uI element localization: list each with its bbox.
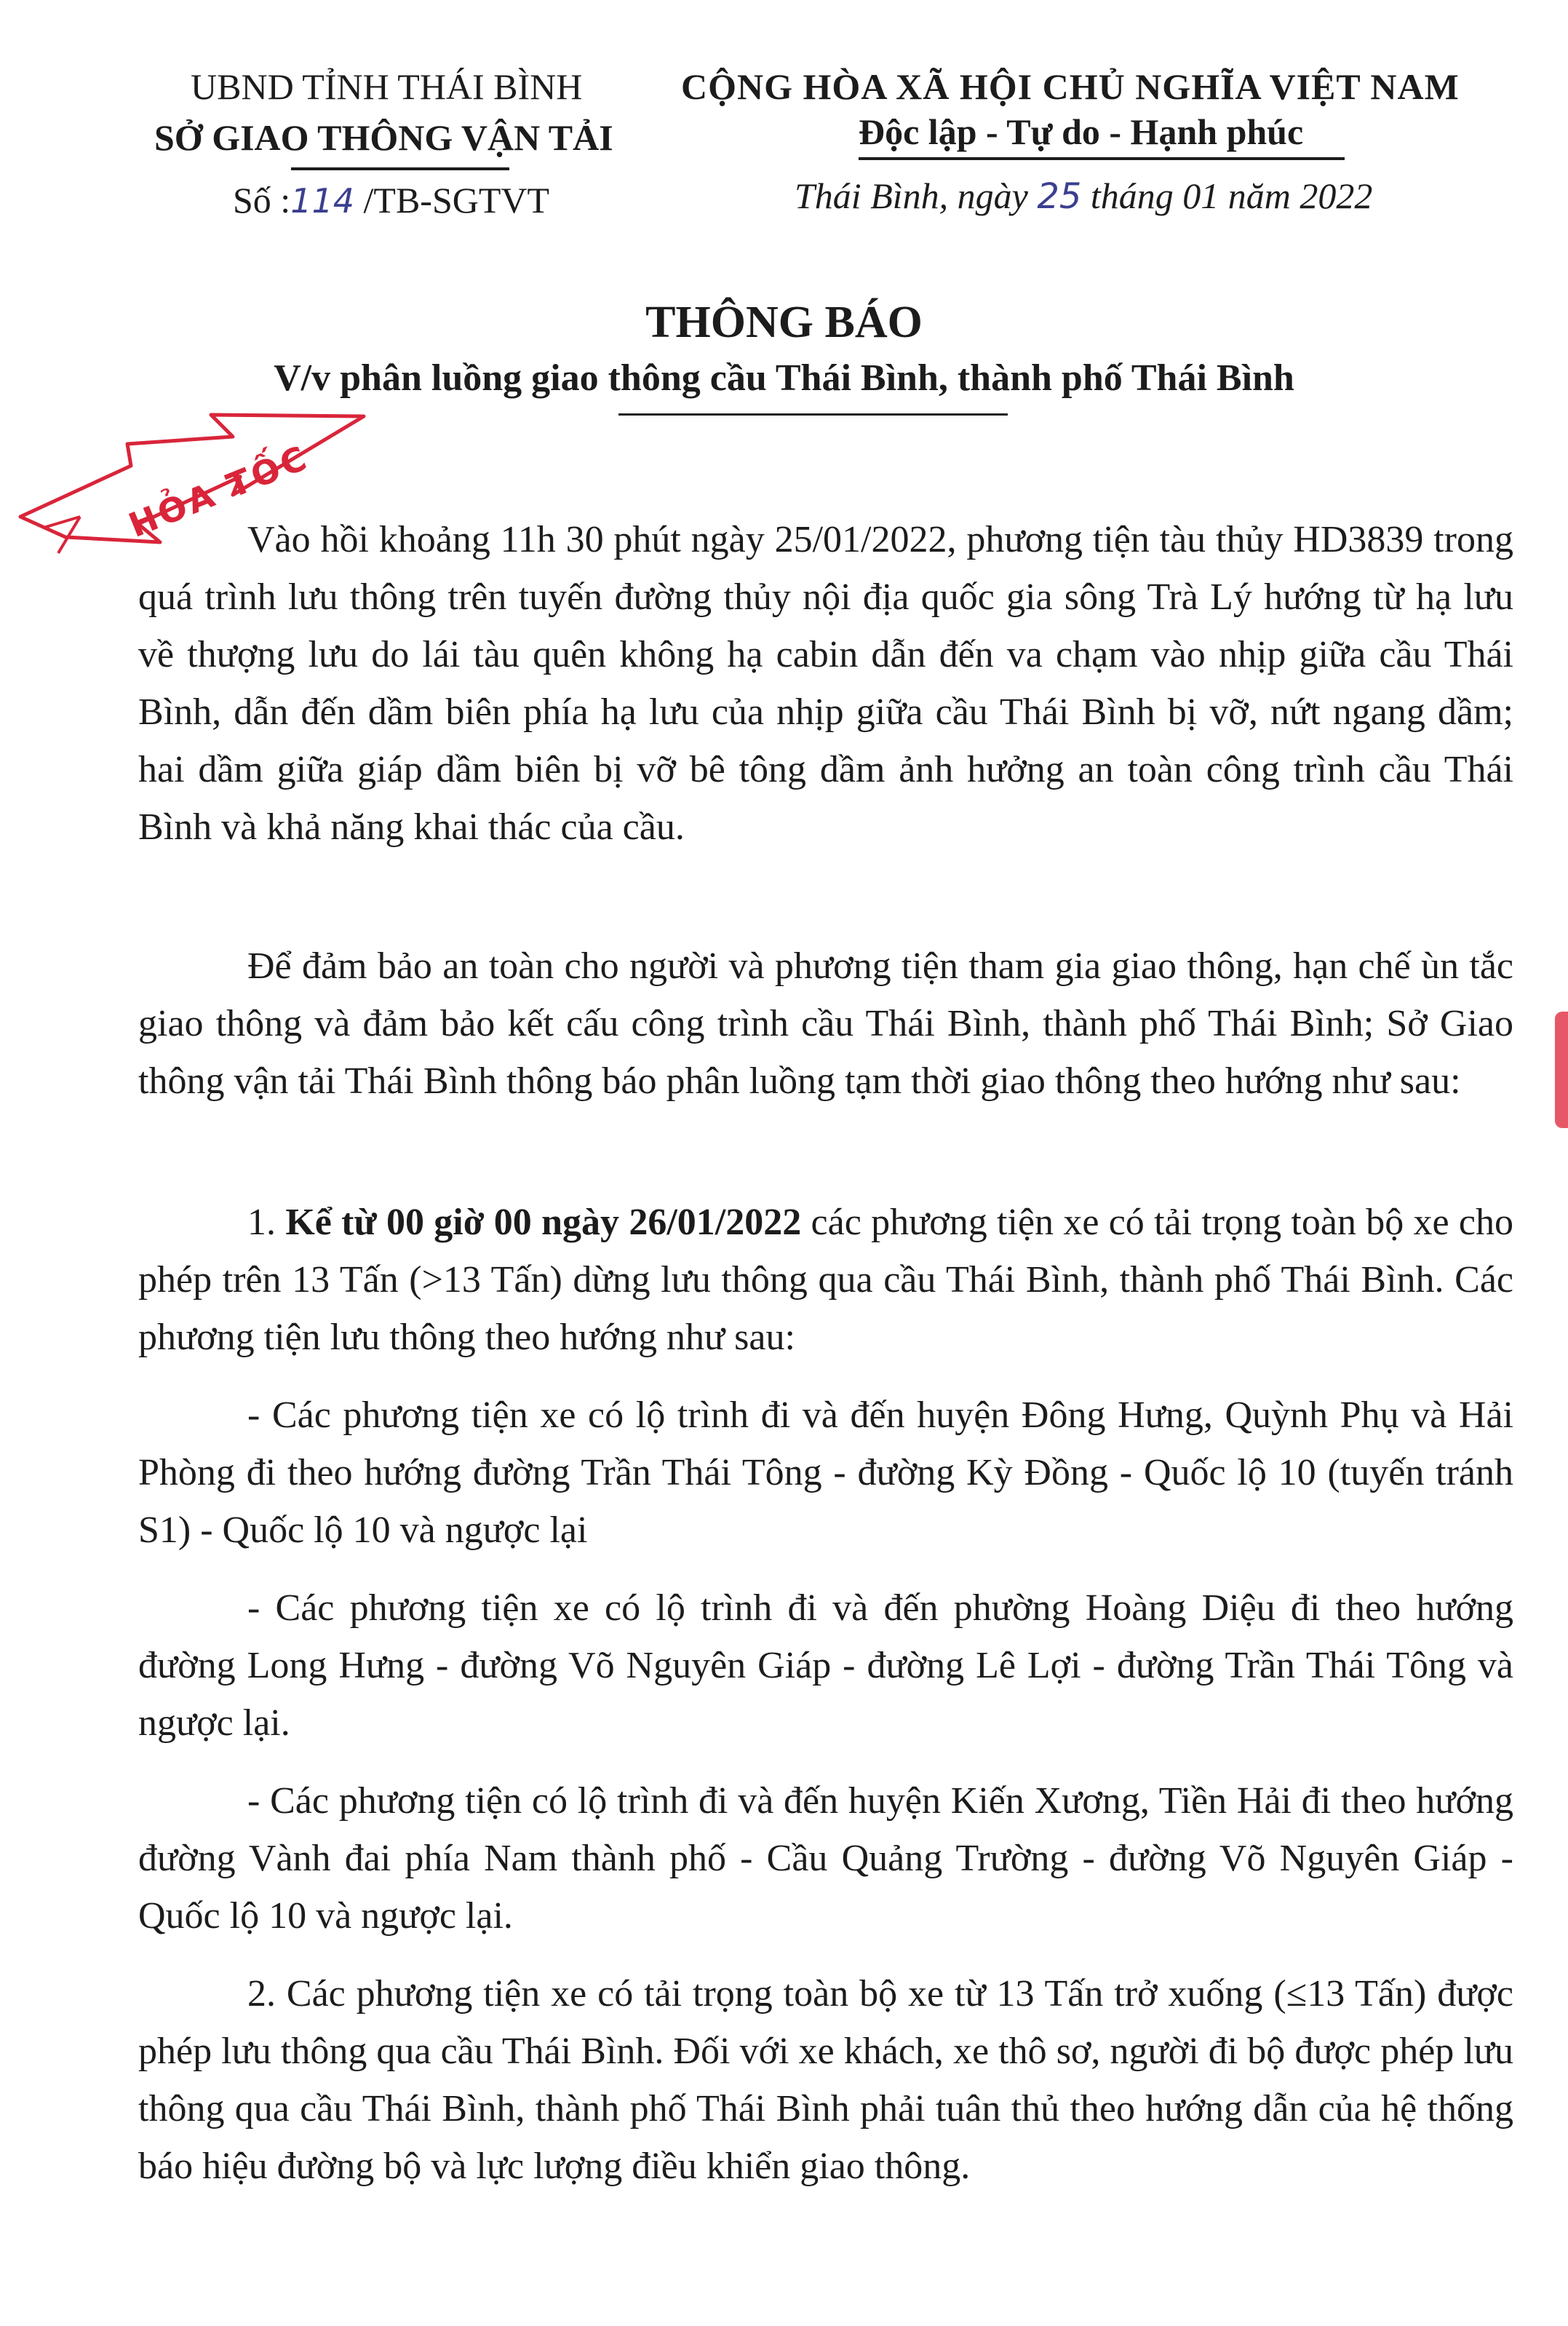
route-hoang-dieu: - Các phương tiện xe có lộ trình đi và đến phường Hoàng Diệu đi theo hướng đường Long Hưng - đường Võ Nguyên Giáp - đường Lê Lợi - đường Trần Thái Tông và ngược lại. (138, 1587, 1513, 1744)
country-name: CỘNG HÒA XÃ HỘI CHỦ NGHĨA VIỆT NAM (681, 66, 1460, 107)
route-kien-xuong: - Các phương tiện có lộ trình đi và đến huyện Kiến Xương, Tiền Hải đi theo hướng đường Vành đai phía Nam thành phố - Cầu Quảng Trường - đường Võ Nguyên Giáp - Quốc lộ 10 và ngược lại. (138, 1780, 1513, 1937)
issue-date-suffix: tháng 01 năm 2022 (1090, 175, 1373, 216)
document-title: THÔNG BÁO (645, 298, 923, 347)
rule-1-number: 1. (247, 1202, 276, 1243)
route-dong-hung: - Các phương tiện xe có lộ trình đi và đến huyện Đông Hưng, Quỳnh Phụ và Hải Phòng đi theo hướng đường Trần Thái Tông - đường Kỳ Đồng - Quốc lộ 10 (tuyến tránh S1) - Quốc lộ 10 và ngược lại (138, 1394, 1513, 1551)
document-number (233, 178, 549, 223)
subject-underline (618, 413, 1008, 416)
department-underline (291, 167, 509, 170)
document-subject: V/v phân luồng giao thông cầu Thái Bình, thành phố Thái Bình (274, 357, 1294, 399)
department-name: SỞ GIAO THÔNG VẬN TẢI (154, 117, 613, 158)
issue-date-day-handwritten: 25 (1037, 176, 1082, 217)
paragraph-rule-1 (138, 1194, 1513, 1366)
national-motto: Độc lập - Tự do - Hạnh phúc (859, 111, 1304, 152)
paragraph-purpose: Để đảm bảo an toàn cho người và phương tiện tham gia giao thông, hạn chế ùn tắc giao thông và đảm bảo kết cấu công trình cầu Thái Bình, thành phố Thái Bình; Sở Giao thông vận tải Thái Bình thông báo phân luồng tạm thời giao thông theo hướng như sau: (138, 945, 1513, 1102)
issue-date (795, 173, 1372, 219)
urgent-stamp-text: HỎA TỐC (123, 437, 315, 546)
issue-date-prefix: Thái Bình, ngày (795, 175, 1028, 216)
paragraph-incident: Vào hồi khoảng 11h 30 phút ngày 25/01/2022, phương tiện tàu thủy HD3839 trong quá trình lưu thông trên tuyến đường thủy nội địa quốc gia sông Trà Lý hướng từ hạ lưu về thượng lưu do lái tàu quên không hạ cabin dẫn đến va chạm vào nhịp giữa cầu Thái Bình, dẫn đến dầm biên phía hạ lưu của nhịp giữa cầu Thái Bình bị vỡ, nứt ngang dầm; hai dầm giữa giáp dầm biên bị vỡ bê tông dầm ảnh hưởng an toàn công trình cầu Thái Bình và khả năng khai thác của cầu. (138, 519, 1513, 848)
rule-1-text: các phương tiện xe có tải trọng toàn bộ xe cho phép trên 13 Tấn (>13 Tấn) dừng lưu thông qua cầu Thái Bình, thành phố Thái Bình. Các phương tiện lưu thông theo hướng như sau: (138, 1202, 1514, 1358)
document-number-suffix: /TB-SGTVT (363, 180, 550, 221)
agency-name: UBND TỈNH THÁI BÌNH (191, 66, 583, 107)
document-number-prefix: Số : (233, 180, 291, 221)
red-edge-mark (1555, 1012, 1568, 1128)
motto-underline (859, 157, 1345, 160)
paragraph-rule-2: 2. Các phương tiện xe có tải trọng toàn bộ xe từ 13 Tấn trở xuống (≤13 Tấn) được phép lưu thông qua cầu Thái Bình. Đối với xe khách, xe thô sơ, người đi bộ được phép lưu thông qua cầu Thái Bình, thành phố Thái Bình phải tuân thủ theo hướng dẫn của hệ thống báo hiệu đường bộ và lực lượng điều khiển giao thông. (138, 1973, 1513, 2187)
rule-1-effective-date: Kể từ 00 giờ 00 ngày 26/01/2022 (285, 1202, 802, 1243)
document-number-handwritten: 114 (290, 181, 355, 221)
